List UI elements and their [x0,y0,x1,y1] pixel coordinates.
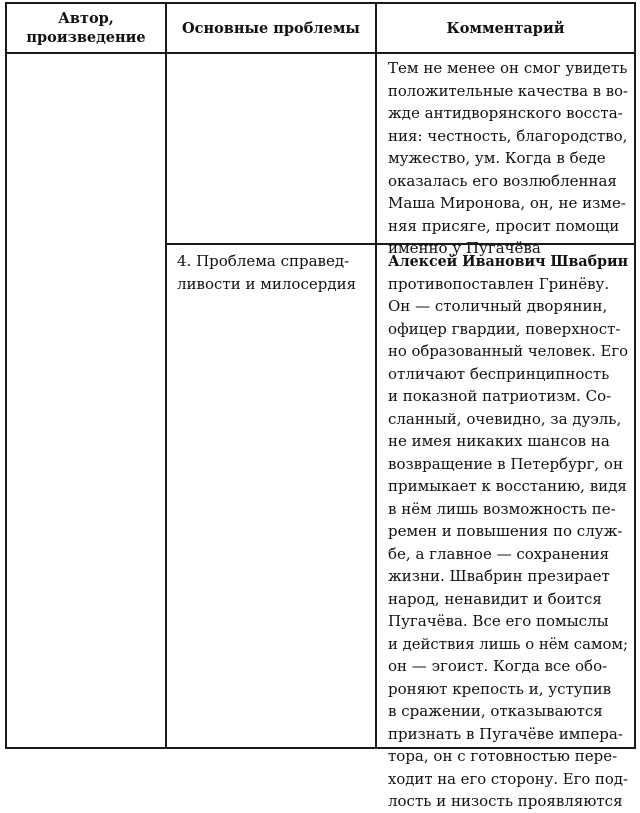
comment-line: отличают беспринципность [388,364,610,383]
comment-line: Тем не менее он смог увидеть [388,59,628,77]
header-author-line: произведение [26,29,146,46]
column-divider [165,4,167,747]
comment-line: жизни. Швабрин презирает [388,567,610,585]
comment-line: няя присяге, просит помощи [388,216,620,235]
comment-line: бе, а главное — сохранения [388,544,610,563]
comment-line: ходит на его сторону. Его под- [388,769,628,788]
header-author-line: Автор, [58,10,114,27]
row-1-comment [388,57,632,260]
comment-line: Маша Миронова, он, не изме- [388,194,626,212]
comment-line: жде антидворянского восста- [388,104,623,122]
comment-line: положительные качества в во- [388,81,628,100]
comment-line: ремен и повышения по служ- [388,522,623,540]
comment-line: и действия лишь о нём самом; [388,634,628,653]
comment-line: в сражении, отказываются [388,702,603,720]
row-2-problem [177,250,356,295]
header-author [7,4,165,52]
comment-line: признать в Пугачёве импера- [388,724,623,743]
comment-line: оказалась его возлюбленная [388,171,617,190]
comment-line: лость и низость проявляются [388,792,623,810]
comment-line: в нём лишь возможность пе- [388,499,616,518]
comment-line: возвращение в Петербург, он [388,454,623,473]
comment-line: не имея никаких шансов на [388,432,610,450]
comment-line: Он — столичный дворянин, [388,297,608,315]
comment-line: противопоставлен Гринёву. [388,274,610,293]
comment-line: ния: честность, благородство, [388,126,628,145]
comment-line: народ, ненавидит и боится [388,589,602,608]
column-divider [375,4,377,747]
comment-line: мужество, ум. Когда в беде [388,149,606,167]
comment-name-bold [388,250,640,273]
literature-table [5,2,636,810]
problem-line: 4. Проблема справед- [177,252,350,270]
comment-line: тора, он с готовностью пере- [388,747,618,765]
comment-line: роняют крепость и, уступив [388,679,612,698]
comment-line: сланный, очевидно, за дуэль, [388,409,622,428]
row-2-comment [388,250,640,813]
character-name: Алексей Иванович Швабрин [388,252,628,270]
comment-line: офицер гвардии, поверхност- [388,319,621,338]
comment-line: Пугачёва. Все его помыслы [388,612,609,630]
problem-line: ливости и милосердия [177,274,357,293]
header-problems: Основные проблемы [182,19,360,37]
comment-line: и показной патриотизм. Со- [388,387,612,405]
comment-line: он — эгоист. Когда все обо- [388,657,608,675]
comment-line: примыкает к восстанию, видя [388,477,627,495]
comment-line: именно у Пугачёва [388,239,541,257]
header-divider [7,52,634,54]
comment-line: но образованный человек. Его [388,342,628,360]
header-comment: Комментарий [446,19,565,37]
